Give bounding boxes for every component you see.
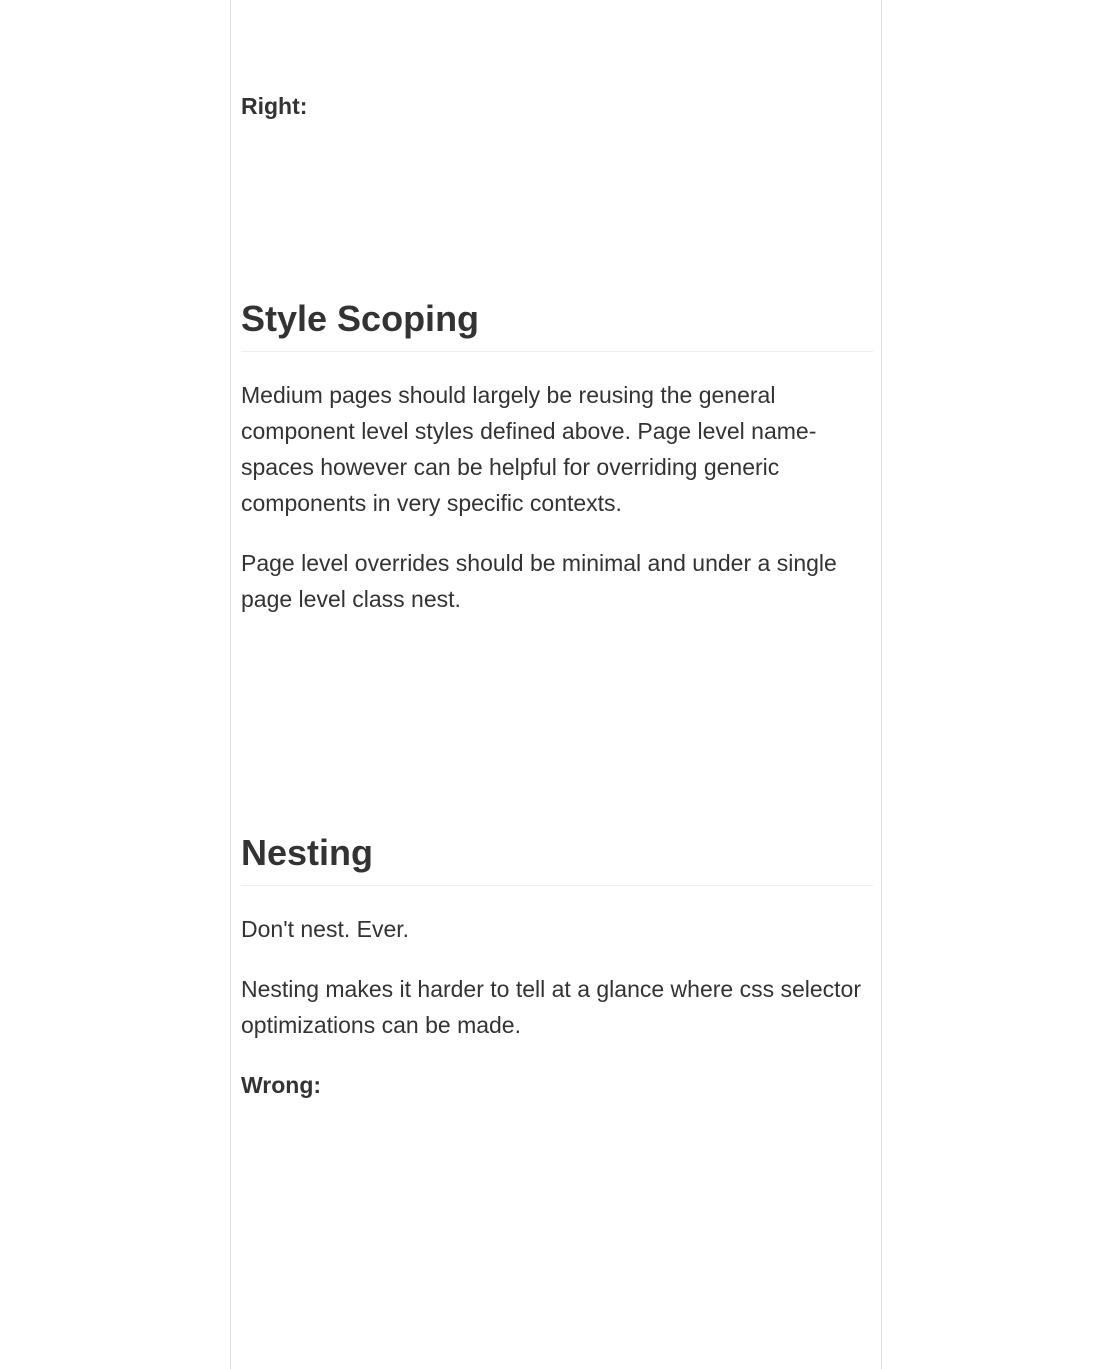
style-scoping-paragraph-2: Page level overrides should be minimal and under a single page level class nest.: [241, 550, 837, 612]
wrong-example-label: Wrong:: [241, 1072, 322, 1098]
style-scoping-heading: Style Scoping: [241, 297, 873, 352]
nesting-heading: Nesting: [241, 831, 873, 886]
document-column: [230, 0, 882, 1369]
nesting-paragraph-1: Don't nest. Ever.: [241, 916, 410, 942]
nesting-paragraph-2: Nesting makes it harder to tell at a glance where css selector optimizations can be made.: [241, 976, 862, 1038]
right-example-label: Right:: [241, 93, 308, 119]
style-scoping-paragraph-1: Medium pages should largely be reusing the general component level styles defined above. Page level name-spaces however can be helpful for overriding generic components in very specific contexts.: [241, 382, 817, 516]
